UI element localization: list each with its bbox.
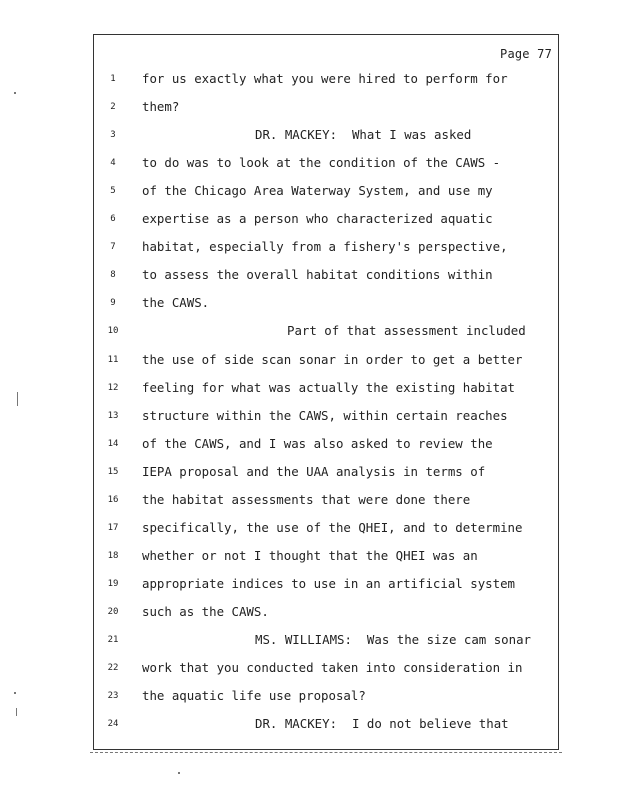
line-text: work that you conducted taken into consideration in <box>142 660 523 676</box>
line-text: of the CAWS, and I was also asked to review the <box>142 435 493 451</box>
line-number: 9 <box>110 298 116 309</box>
transcript-line <box>94 632 560 660</box>
line-number: 6 <box>110 214 116 225</box>
line-number: 8 <box>110 270 116 281</box>
line-number: 12 <box>107 382 119 393</box>
line-number: 3 <box>110 130 116 141</box>
line-number: 24 <box>107 719 119 730</box>
transcript-line <box>94 716 560 744</box>
scan-speck <box>14 92 16 94</box>
line-text: DR. MACKEY: What I was asked <box>255 127 472 143</box>
line-text: them? <box>142 99 180 115</box>
line-text: specifically, the use of the QHEI, and to determine <box>142 519 523 535</box>
line-text: whether or not I thought that the QHEI was an <box>142 547 478 563</box>
scan-speck <box>178 772 180 774</box>
transcript-line <box>94 604 560 632</box>
line-number: 1 <box>110 74 116 84</box>
page-bottom-edge <box>90 752 562 755</box>
line-number: 5 <box>110 186 116 197</box>
transcript-line <box>94 548 560 576</box>
line-number: 20 <box>107 606 119 617</box>
line-text: to do was to look at the condition of the CAWS - <box>142 155 501 171</box>
line-text: appropriate indices to use in an artificial system <box>142 575 515 591</box>
line-text: the habitat assessments that were done there <box>142 491 471 507</box>
scan-speck <box>17 392 18 406</box>
line-number: 2 <box>110 102 116 113</box>
transcript-line <box>94 183 560 211</box>
line-number: 23 <box>107 691 119 702</box>
transcript-line <box>94 464 560 492</box>
transcript-line <box>94 295 560 323</box>
transcript-page-frame <box>93 34 559 750</box>
transcript-line <box>94 492 560 520</box>
line-text: to assess the overall habitat conditions within <box>142 267 493 283</box>
line-text: IEPA proposal and the UAA analysis in terms of <box>142 463 486 479</box>
line-text: such as the CAWS. <box>142 603 269 619</box>
transcript-line <box>94 239 560 267</box>
transcript-line <box>94 99 560 127</box>
line-text: DR. MACKEY: I do not believe that <box>255 716 509 732</box>
transcript-line <box>94 352 560 380</box>
line-number: 22 <box>107 663 119 674</box>
transcript-line <box>94 408 560 436</box>
transcript-line <box>94 127 560 155</box>
line-number: 19 <box>107 578 119 589</box>
line-text: expertise as a person who characterized aquatic <box>142 211 493 227</box>
page-number: Page 77 <box>500 47 552 61</box>
line-text: Part of that assessment included <box>287 323 526 339</box>
line-number: 18 <box>107 550 119 561</box>
transcript-line <box>94 323 560 351</box>
transcript-line <box>94 71 560 99</box>
transcript-line <box>94 660 560 688</box>
transcript-line <box>94 576 560 604</box>
transcript-line <box>94 688 560 716</box>
line-number: 11 <box>107 354 119 365</box>
line-text: of the Chicago Area Waterway System, and use my <box>142 183 493 199</box>
line-number: 13 <box>107 410 119 421</box>
line-text: habitat, especially from a fishery's perspective, <box>142 239 508 255</box>
line-text: MS. WILLIAMS: Was the size cam sonar <box>255 632 532 647</box>
line-text: the aquatic life use proposal? <box>142 688 366 704</box>
line-number: 16 <box>107 494 119 505</box>
transcript-line <box>94 267 560 295</box>
scan-speck <box>14 692 16 694</box>
line-text: the CAWS. <box>142 295 210 311</box>
line-number: 4 <box>110 158 116 169</box>
line-number: 17 <box>107 522 119 533</box>
transcript-line <box>94 211 560 239</box>
line-text: the use of side scan sonar in order to get a better <box>142 351 523 367</box>
line-number: 14 <box>107 438 119 449</box>
line-number: 7 <box>110 242 116 253</box>
line-number: 10 <box>107 326 119 337</box>
line-number: 15 <box>107 466 119 477</box>
transcript-line <box>94 520 560 548</box>
line-text: structure within the CAWS, within certain reaches <box>142 407 508 423</box>
scan-speck <box>16 708 17 716</box>
transcript-line <box>94 380 560 408</box>
line-number: 21 <box>107 635 119 645</box>
transcript-line <box>94 155 560 183</box>
transcript-line <box>94 436 560 464</box>
line-text: for us exactly what you were hired to perform for <box>142 71 508 86</box>
line-text: feeling for what was actually the existing habitat <box>142 379 515 395</box>
